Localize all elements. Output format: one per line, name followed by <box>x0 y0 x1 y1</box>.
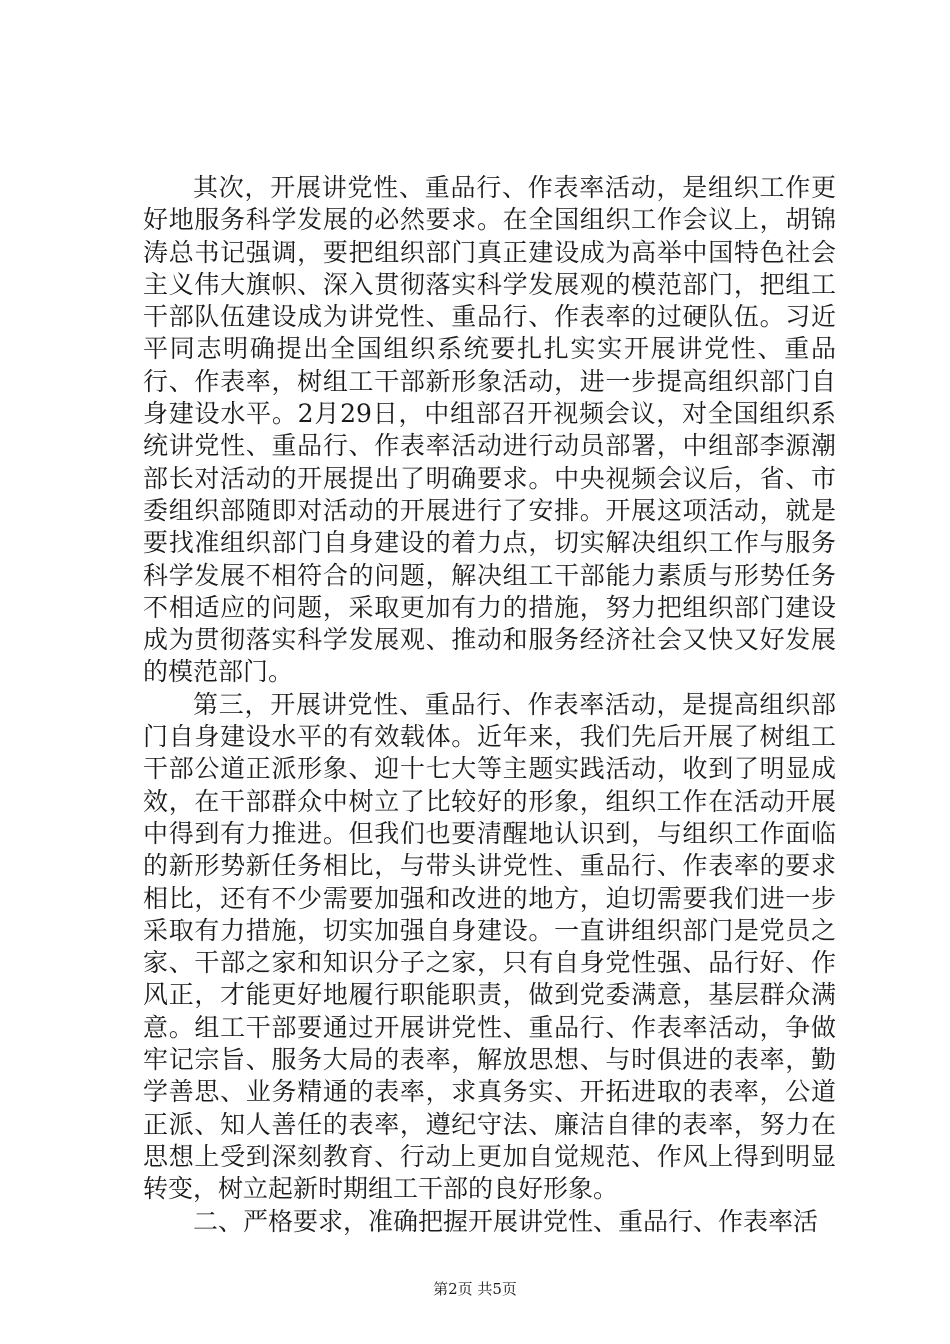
section-heading-two: 二、严格要求，准确把握开展讲党性、重品行、作表率活 <box>193 1206 819 1236</box>
body-text <box>143 172 836 1238</box>
paragraph-second-point: 其次，开展讲党性、重品行、作表率活动，是组织工作更好地服务科学发展的必然要求。在全国组织工作会议上，胡锦涛总书记强调，要把组织部门真正建设成为高举中国特色社会主义伟大旗帜、深入贯彻落实科学发展观的模范部门，把组工干部队伍建设成为讲党性、重品行、作表率的过硬队伍。习近平同志明确提出全国组织系统要扎扎实实开展讲党性、重品行、作表率，树组工干部新形象活动，进一步提高组织部门自身建设水平。2月29日，中组部召开视频会议，对全国组织系统讲党性、重品行、作表率活动进行动员部署，中组部李源潮部长对活动的开展提出了明确要求。中央视频会议后，省、市委组织部随即对活动的开展进行了安排。开展这项活动，就是要找准组织部门自身建设的着力点，切实解决组织工作与服务科学发展不相符合的问题，解决组工干部能力素质与形势任务不相适应的问题，采取更加有力的措施，努力把组织部门建设成为贯彻落实科学发展观、推动和服务经济社会又快又好发展的模范部门。 <box>143 173 836 687</box>
page-footer: 第2页 共5页 <box>433 1280 517 1298</box>
paragraph-third-point: 第三，开展讲党性、重品行、作表率活动，是提高组织部门自身建设水平的有效载体。近年来，我们先后开展了树组工干部公道正派形象、迎十七大等主题实践活动，收到了明显成效，在干部群众中树立了比较好的形象，组织工作在活动开展中得到有力推进。但我们也要清醒地认识到，与组织工作面临的新形势新任务相比，与带头讲党性、重品行、作表率的要求相比，还有不少需要加强和改进的地方，迫切需要我们进一步采取有力措施，切实加强自身建设。一直讲组织部门是党员之家、干部之家和知识分子之家，只有自身党性强、品行好、作风正，才能更好地履行职能职责，做到党委满意，基层群众满意。组工干部要通过开展讲党性、重品行、作表率活动，争做牢记宗旨、服务大局的表率，解放思想、与时俱进的表率，勤学善思、业务精通的表率，求真务实、开拓进取的表率，公道正派、知人善任的表率，遵纪守法、廉洁自律的表率，努力在思想上受到深刻教育、行动上更加自觉规范、作风上得到明显转变，树立起新时期组工干部的良好形象。 <box>143 689 836 1204</box>
